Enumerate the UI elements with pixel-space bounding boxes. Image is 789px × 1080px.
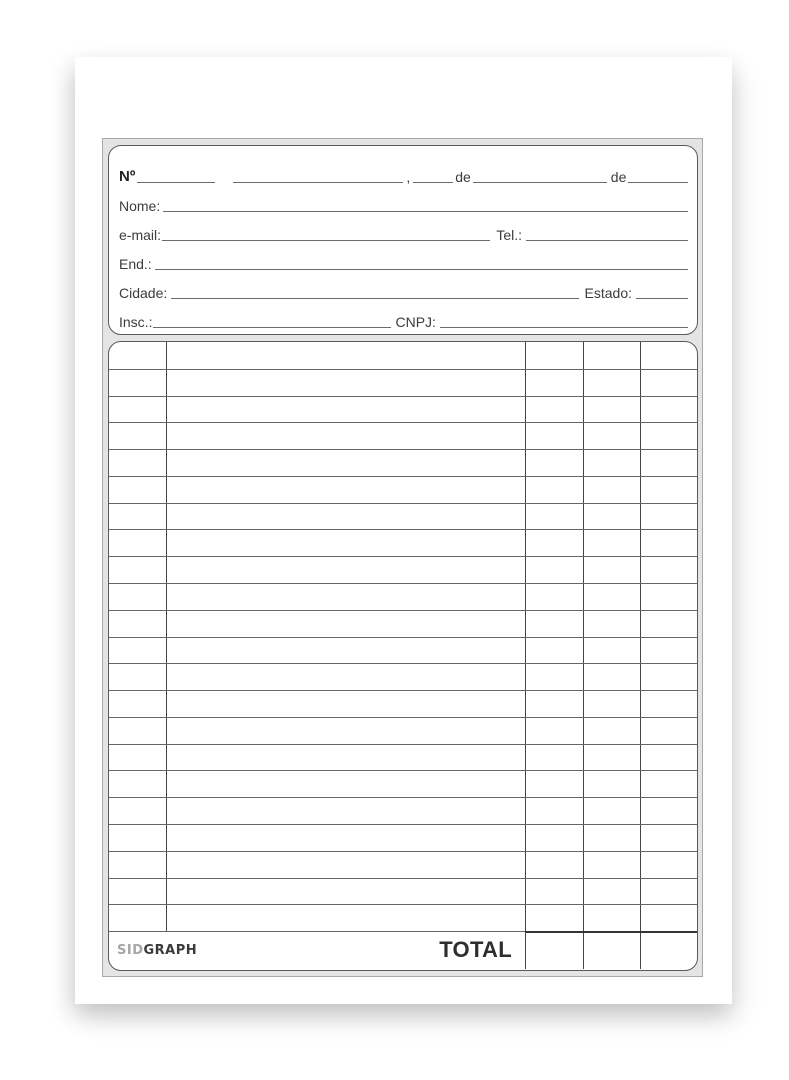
table-cell-col4[interactable] (583, 396, 640, 423)
table-cell-col5[interactable] (640, 476, 697, 503)
table-cell-description[interactable] (166, 824, 525, 851)
table-cell-qty[interactable] (109, 904, 166, 931)
table-cell-qty[interactable] (109, 770, 166, 797)
table-cell-description[interactable] (166, 637, 525, 664)
table-cell-col3[interactable] (525, 717, 583, 744)
table-cell-qty[interactable] (109, 851, 166, 878)
table-cell-col5[interactable] (640, 342, 697, 369)
table-cell-description[interactable] (166, 797, 525, 824)
table-cell-col5[interactable] (640, 717, 697, 744)
table-cell-description[interactable] (166, 744, 525, 771)
table-cell-col4[interactable] (583, 663, 640, 690)
nome-label: Nome: (119, 198, 161, 214)
table-cell-qty[interactable] (109, 797, 166, 824)
table-cell-col3[interactable] (525, 824, 583, 851)
total-row (109, 930, 697, 970)
end-field[interactable] (155, 269, 688, 270)
table-cell-qty[interactable] (109, 637, 166, 664)
table-cell-description[interactable] (166, 476, 525, 503)
table-cell-col4[interactable] (583, 556, 640, 583)
table-cell-qty[interactable] (109, 529, 166, 556)
table-cell-col5[interactable] (640, 610, 697, 637)
table-cell-col5[interactable] (640, 663, 697, 690)
year-field[interactable] (628, 182, 688, 183)
name-row (119, 195, 688, 215)
table-cell-description[interactable] (166, 770, 525, 797)
table-cell-qty[interactable] (109, 717, 166, 744)
table-cell-qty[interactable] (109, 878, 166, 905)
insc-field[interactable] (153, 327, 391, 328)
table-cell-col5[interactable] (640, 556, 697, 583)
table-cell-col3[interactable] (525, 770, 583, 797)
table-cell-col5[interactable] (640, 422, 697, 449)
table-cell-col5[interactable] (640, 369, 697, 396)
items-table (108, 341, 698, 971)
brand-logo: SIDGRAPH (117, 943, 198, 958)
table-cell-col3[interactable] (525, 744, 583, 771)
table-cell-description[interactable] (166, 878, 525, 905)
table-cell-col3[interactable] (525, 851, 583, 878)
de-label-2: de (610, 169, 627, 185)
email-field[interactable] (162, 240, 490, 241)
table-cell-description[interactable] (166, 556, 525, 583)
table-cell-qty[interactable] (109, 663, 166, 690)
table-cell-col5[interactable] (640, 744, 697, 771)
month-field[interactable] (473, 182, 607, 183)
table-cell-description[interactable] (166, 904, 525, 931)
city-date-field[interactable] (233, 182, 403, 183)
table-cell-col4[interactable] (583, 904, 640, 931)
registration-row (119, 311, 688, 331)
table-cell-col5[interactable] (640, 851, 697, 878)
table-cell-col5[interactable] (640, 503, 697, 530)
de-label-1: de (455, 169, 471, 185)
table-cell-qty[interactable] (109, 824, 166, 851)
table-cell-col4[interactable] (583, 717, 640, 744)
table-cell-qty[interactable] (109, 422, 166, 449)
table-cell-description[interactable] (166, 717, 525, 744)
table-cell-description[interactable] (166, 663, 525, 690)
day-field[interactable] (413, 182, 453, 183)
table-cell-col5[interactable] (640, 583, 697, 610)
customer-info-box (108, 145, 698, 335)
table-cell-col3[interactable] (525, 369, 583, 396)
table-cell-qty[interactable] (109, 342, 166, 369)
table-cell-col4[interactable] (583, 583, 640, 610)
estado-label: Estado: (584, 285, 632, 301)
table-cell-description[interactable] (166, 422, 525, 449)
table-cell-col4[interactable] (583, 476, 640, 503)
table-cell-col4[interactable] (583, 744, 640, 771)
table-cell-description[interactable] (166, 449, 525, 476)
table-cell-col3[interactable] (525, 637, 583, 664)
table-cell-col5[interactable] (640, 449, 697, 476)
table-cell-col3[interactable] (525, 529, 583, 556)
table-cell-qty[interactable] (109, 396, 166, 423)
cidade-field[interactable] (171, 298, 578, 299)
table-cell-qty[interactable] (109, 476, 166, 503)
table-cell-col3[interactable] (525, 878, 583, 905)
table-cell-col4[interactable] (583, 878, 640, 905)
table-cell-col4[interactable] (583, 851, 640, 878)
table-cell-col5[interactable] (640, 396, 697, 423)
table-cell-col3[interactable] (525, 904, 583, 931)
table-cell-col4[interactable] (583, 342, 640, 369)
email-label: e-mail: (119, 227, 162, 243)
table-cell-col4[interactable] (583, 770, 640, 797)
tel-label: Tel.: (496, 227, 522, 243)
table-cell-col5[interactable] (640, 770, 697, 797)
table-cell-col3[interactable] (525, 449, 583, 476)
table-cell-description[interactable] (166, 851, 525, 878)
total-label: TOTAL (439, 937, 512, 962)
table-cell-description[interactable] (166, 369, 525, 396)
table-cell-col5[interactable] (640, 637, 697, 664)
table-cell-col4[interactable] (583, 797, 640, 824)
table-cell-col4[interactable] (583, 503, 640, 530)
number-date-row (119, 166, 688, 186)
cidade-label: Cidade: (119, 285, 168, 301)
table-cell-qty[interactable] (109, 369, 166, 396)
table-cell-col3[interactable] (525, 396, 583, 423)
email-row (119, 224, 688, 244)
table-cell-description[interactable] (166, 583, 525, 610)
table-cell-col4[interactable] (583, 824, 640, 851)
table-cell-col3[interactable] (525, 797, 583, 824)
table-cell-col5[interactable] (640, 690, 697, 717)
number-label: Nº (119, 168, 136, 185)
table-cell-col4[interactable] (583, 369, 640, 396)
table-cell-col5[interactable] (640, 824, 697, 851)
table-cell-qty[interactable] (109, 556, 166, 583)
insc-label: Insc.: (119, 314, 153, 330)
table-cell-description[interactable] (166, 529, 525, 556)
table-cell-col4[interactable] (583, 690, 640, 717)
table-cell-col3[interactable] (525, 422, 583, 449)
table-cell-col4[interactable] (583, 637, 640, 664)
table-cell-description[interactable] (166, 503, 525, 530)
table-cell-col5[interactable] (640, 878, 697, 905)
table-cell-col3[interactable] (525, 610, 583, 637)
table-cell-qty[interactable] (109, 503, 166, 530)
table-cell-qty[interactable] (109, 690, 166, 717)
table-cell-col4[interactable] (583, 529, 640, 556)
table-cell-col4[interactable] (583, 422, 640, 449)
table-cell-qty[interactable] (109, 449, 166, 476)
table-cell-description[interactable] (166, 342, 525, 369)
number-field[interactable] (137, 182, 215, 183)
table-cell-col3[interactable] (525, 556, 583, 583)
table-cell-col5[interactable] (640, 797, 697, 824)
cnpj-label: CNPJ: (395, 314, 436, 330)
table-cell-col3[interactable] (525, 583, 583, 610)
cnpj-field[interactable] (440, 327, 688, 328)
table-cell-description[interactable] (166, 690, 525, 717)
end-label: End.: (119, 256, 152, 272)
table-cell-col5[interactable] (640, 529, 697, 556)
table-cell-qty[interactable] (109, 744, 166, 771)
table-cell-qty[interactable] (109, 610, 166, 637)
comma-label: , (406, 169, 411, 185)
table-cell-description[interactable] (166, 610, 525, 637)
address-row (119, 253, 688, 273)
table-cell-col3[interactable] (525, 503, 583, 530)
table-cell-col3[interactable] (525, 476, 583, 503)
estado-field[interactable] (636, 298, 688, 299)
table-cell-col3[interactable] (525, 342, 583, 369)
table-cell-qty[interactable] (109, 583, 166, 610)
table-cell-col4[interactable] (583, 610, 640, 637)
city-row (119, 282, 688, 302)
table-cell-col3[interactable] (525, 690, 583, 717)
table-cell-col4[interactable] (583, 449, 640, 476)
tel-field[interactable] (526, 240, 688, 241)
table-cell-col3[interactable] (525, 663, 583, 690)
table-cell-description[interactable] (166, 396, 525, 423)
nome-field[interactable] (163, 211, 688, 212)
table-cell-col5[interactable] (640, 904, 697, 931)
